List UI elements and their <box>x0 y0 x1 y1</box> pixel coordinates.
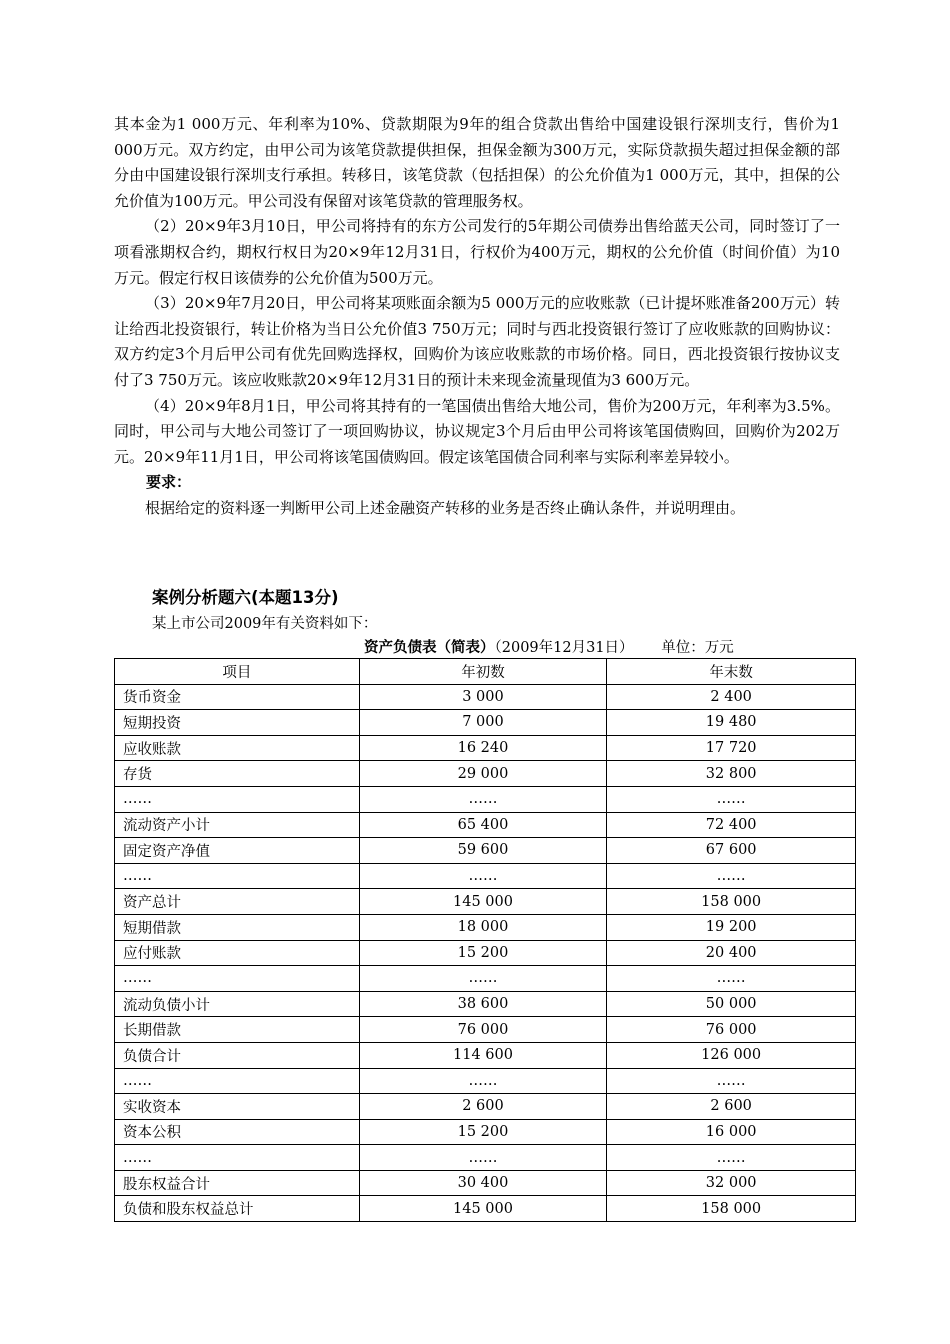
table-row <box>115 1094 856 1120</box>
row-opening-value: …… <box>359 966 607 992</box>
row-opening-value: 15 200 <box>359 1119 607 1145</box>
table-row <box>115 761 856 787</box>
row-closing-value: …… <box>607 966 856 992</box>
row-closing-value: 126 000 <box>607 1042 856 1068</box>
row-closing-value: 158 000 <box>607 1196 856 1222</box>
row-closing-value: …… <box>607 1068 856 1094</box>
table-row <box>115 735 856 761</box>
row-opening-value: 114 600 <box>359 1042 607 1068</box>
row-opening-value: …… <box>359 863 607 889</box>
row-closing-value: 67 600 <box>607 838 856 864</box>
balance-sheet-table <box>114 658 856 1222</box>
table-row <box>115 940 856 966</box>
row-closing-value: 16 000 <box>607 1119 856 1145</box>
header-item: 项目 <box>115 659 360 685</box>
table-title: 资产负债表（简表） <box>364 640 495 656</box>
document-body <box>114 112 840 522</box>
row-opening-value: 30 400 <box>359 1170 607 1196</box>
row-opening-value: 7 000 <box>359 710 607 736</box>
table-row <box>115 710 856 736</box>
row-closing-value: 158 000 <box>607 889 856 915</box>
row-item-name: 长期借款 <box>115 1017 360 1043</box>
row-item-name: …… <box>115 863 360 889</box>
row-opening-value: …… <box>359 786 607 812</box>
row-closing-value: …… <box>607 1145 856 1171</box>
row-item-name: 股东权益合计 <box>115 1170 360 1196</box>
table-row <box>115 1068 856 1094</box>
row-closing-value: 76 000 <box>607 1017 856 1043</box>
row-item-name: 负债合计 <box>115 1042 360 1068</box>
header-closing: 年末数 <box>607 659 856 685</box>
row-closing-value: 32 800 <box>607 761 856 787</box>
row-closing-value: 19 480 <box>607 710 856 736</box>
row-opening-value: 18 000 <box>359 914 607 940</box>
row-item-name: …… <box>115 786 360 812</box>
row-item-name: 应付账款 <box>115 940 360 966</box>
table-row <box>115 966 856 992</box>
table-row <box>115 889 856 915</box>
row-closing-value: 2 600 <box>607 1094 856 1120</box>
row-item-name: 流动负债小计 <box>115 991 360 1017</box>
row-closing-value: 19 200 <box>607 914 856 940</box>
row-closing-value: …… <box>607 786 856 812</box>
paragraph-4: （4）20×9年8月1日，甲公司将其持有的一笔国债出售给大地公司，售价为200万元，年利率为3.5%。同时，甲公司与大地公司签订了一项回购协议，协议规定3个月后由甲公司将该笔国债购回，回购价为202万元。20×9年11月1日，甲公司将该笔国债购回。假定该笔国债合同利率与实际利率差异较小。 <box>114 396 840 466</box>
table-row <box>115 786 856 812</box>
row-closing-value: 20 400 <box>607 940 856 966</box>
table-row <box>115 1119 856 1145</box>
table-body <box>115 684 856 1221</box>
row-opening-value: 2 600 <box>359 1094 607 1120</box>
row-closing-value: 2 400 <box>607 684 856 710</box>
row-closing-value: 50 000 <box>607 991 856 1017</box>
requirement-label: 要求： <box>146 473 192 492</box>
case-intro: 某上市公司2009年有关资料如下： <box>152 616 378 632</box>
row-item-name: …… <box>115 1068 360 1094</box>
table-caption <box>364 636 734 657</box>
table-header-row <box>115 659 856 685</box>
header-opening: 年初数 <box>359 659 607 685</box>
table-row <box>115 1170 856 1196</box>
table-row <box>115 1017 856 1043</box>
row-opening-value: …… <box>359 1145 607 1171</box>
row-item-name: 短期借款 <box>115 914 360 940</box>
table-row <box>115 914 856 940</box>
paragraph-1: 其本金为1 000万元、年利率为10%、贷款期限为9年的组合贷款出售给中国建设银行深圳支行，售价为1 000万元。双方约定，由甲公司为该笔贷款提供担保，担保金额为300万元，实际贷款损失超过担保金额的部分由中国建设银行深圳支行承担。转移日，该笔贷款（包括担保）的公允价值为1 000万元，其中，担保的公允价值为100万元。甲公司没有保留对该笔贷款的管理服务权。 <box>114 115 840 210</box>
paragraph-3: （3）20×9年7月20日，甲公司将某项账面余额为5 000万元的应收账款（已计提坏账准备200万元）转让给西北投资银行，转让价格为当日公允价值3 750万元；同时与西北投资银行签订了应收账款的回购协议：双方约定3个月后甲公司有优先回购选择权，回购价为该应收账款的市场价格。同日，西北投资银行按协议支付了3 750万元。该应收账款20×9年12月31日的预计未来现金流量现值为3 600万元。 <box>114 294 840 389</box>
requirement-text: 根据给定的资料逐一判断甲公司上述金融资产转移的业务是否终止确认条件，并说明理由。 <box>145 498 746 517</box>
row-item-name: 短期投资 <box>115 710 360 736</box>
row-closing-value: 32 000 <box>607 1170 856 1196</box>
table-row <box>115 1042 856 1068</box>
row-opening-value: 16 240 <box>359 735 607 761</box>
row-opening-value: 76 000 <box>359 1017 607 1043</box>
table-row <box>115 1196 856 1222</box>
row-item-name: 货币资金 <box>115 684 360 710</box>
row-opening-value: 38 600 <box>359 991 607 1017</box>
row-opening-value: 15 200 <box>359 940 607 966</box>
paragraph-2: （2）20×9年3月10日，甲公司将持有的东方公司发行的5年期公司债券出售给蓝天公司，同时签订了一项看涨期权合约，期权行权日为20×9年12月31日，行权价为400万元，期权的公允价值（时间价值）为10万元。假定行权日该债券的公允价值为500万元。 <box>114 217 840 287</box>
row-opening-value: 59 600 <box>359 838 607 864</box>
row-item-name: …… <box>115 966 360 992</box>
row-opening-value: 3 000 <box>359 684 607 710</box>
row-item-name: 资产总计 <box>115 889 360 915</box>
row-opening-value: 145 000 <box>359 1196 607 1222</box>
row-closing-value: 72 400 <box>607 812 856 838</box>
row-item-name: 资本公积 <box>115 1119 360 1145</box>
table-row <box>115 863 856 889</box>
row-closing-value: 17 720 <box>607 735 856 761</box>
row-item-name: 应收账款 <box>115 735 360 761</box>
case-title: 案例分析题六(本题13分) <box>152 588 339 607</box>
row-item-name: 流动资产小计 <box>115 812 360 838</box>
row-item-name: 存货 <box>115 761 360 787</box>
table-date: （2009年12月31日） <box>494 640 634 656</box>
row-item-name: …… <box>115 1145 360 1171</box>
row-item-name: 负债和股东权益总计 <box>115 1196 360 1222</box>
table-row <box>115 812 856 838</box>
row-opening-value: 29 000 <box>359 761 607 787</box>
row-item-name: 固定资产净值 <box>115 838 360 864</box>
row-item-name: 实收资本 <box>115 1094 360 1120</box>
table-row <box>115 684 856 710</box>
table-row <box>115 991 856 1017</box>
table-unit: 单位：万元 <box>661 640 734 656</box>
row-opening-value: …… <box>359 1068 607 1094</box>
row-opening-value: 65 400 <box>359 812 607 838</box>
row-opening-value: 145 000 <box>359 889 607 915</box>
table-row <box>115 838 856 864</box>
row-closing-value: …… <box>607 863 856 889</box>
table-row <box>115 1145 856 1171</box>
